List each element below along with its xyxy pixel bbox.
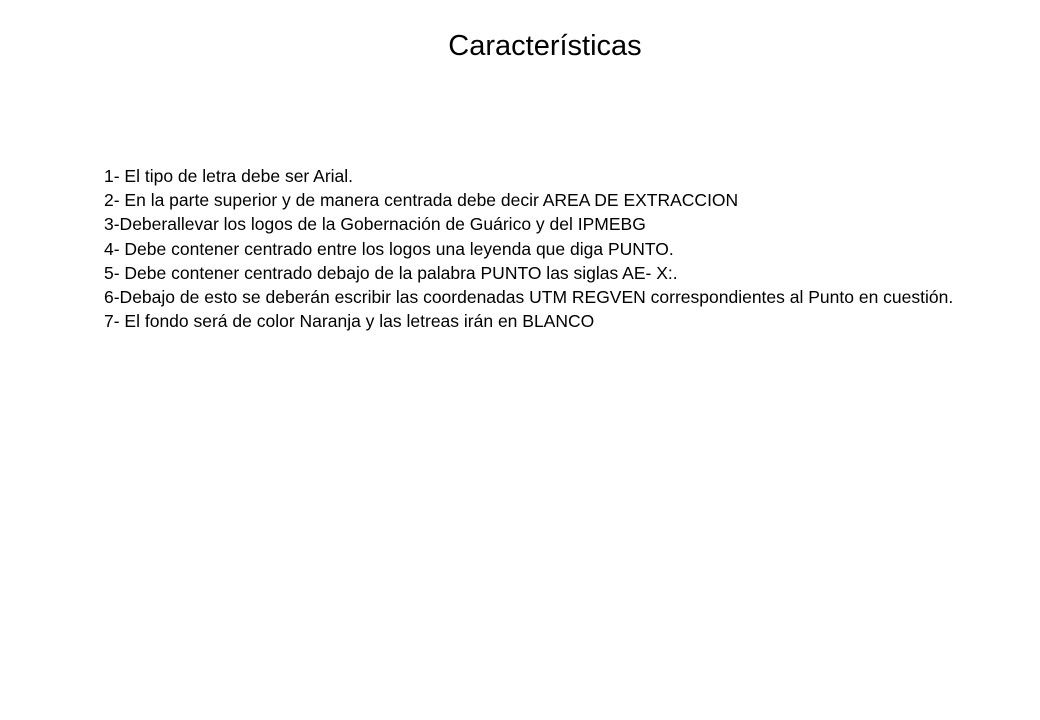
- requirements-list: [104, 164, 1004, 333]
- slide-title: Características: [448, 30, 642, 62]
- list-item-4: 4- Debe contener centrado entre los logos una leyenda que diga PUNTO.: [104, 238, 674, 259]
- list-item-2: 2- En la parte superior y de manera centrada debe decir AREA DE EXTRACCION: [104, 190, 739, 211]
- list-item-6: 6-Debajo de esto se deberán escribir las coordenadas UTM REGVEN correspondientes al Punto en cuestión.: [104, 287, 954, 308]
- list-item-3: 3-Deberallevar los logos de la Gobernación de Guárico y del IPMEBG: [104, 214, 646, 235]
- list-item-5: 5- Debe contener centrado debajo de la palabra PUNTO las siglas AE- X:.: [104, 262, 678, 283]
- list-item-7: 7- El fondo será de color Naranja y las letreas irán en BLANCO: [104, 311, 595, 332]
- list-item-1: 1- El tipo de letra debe ser Arial.: [104, 166, 354, 186]
